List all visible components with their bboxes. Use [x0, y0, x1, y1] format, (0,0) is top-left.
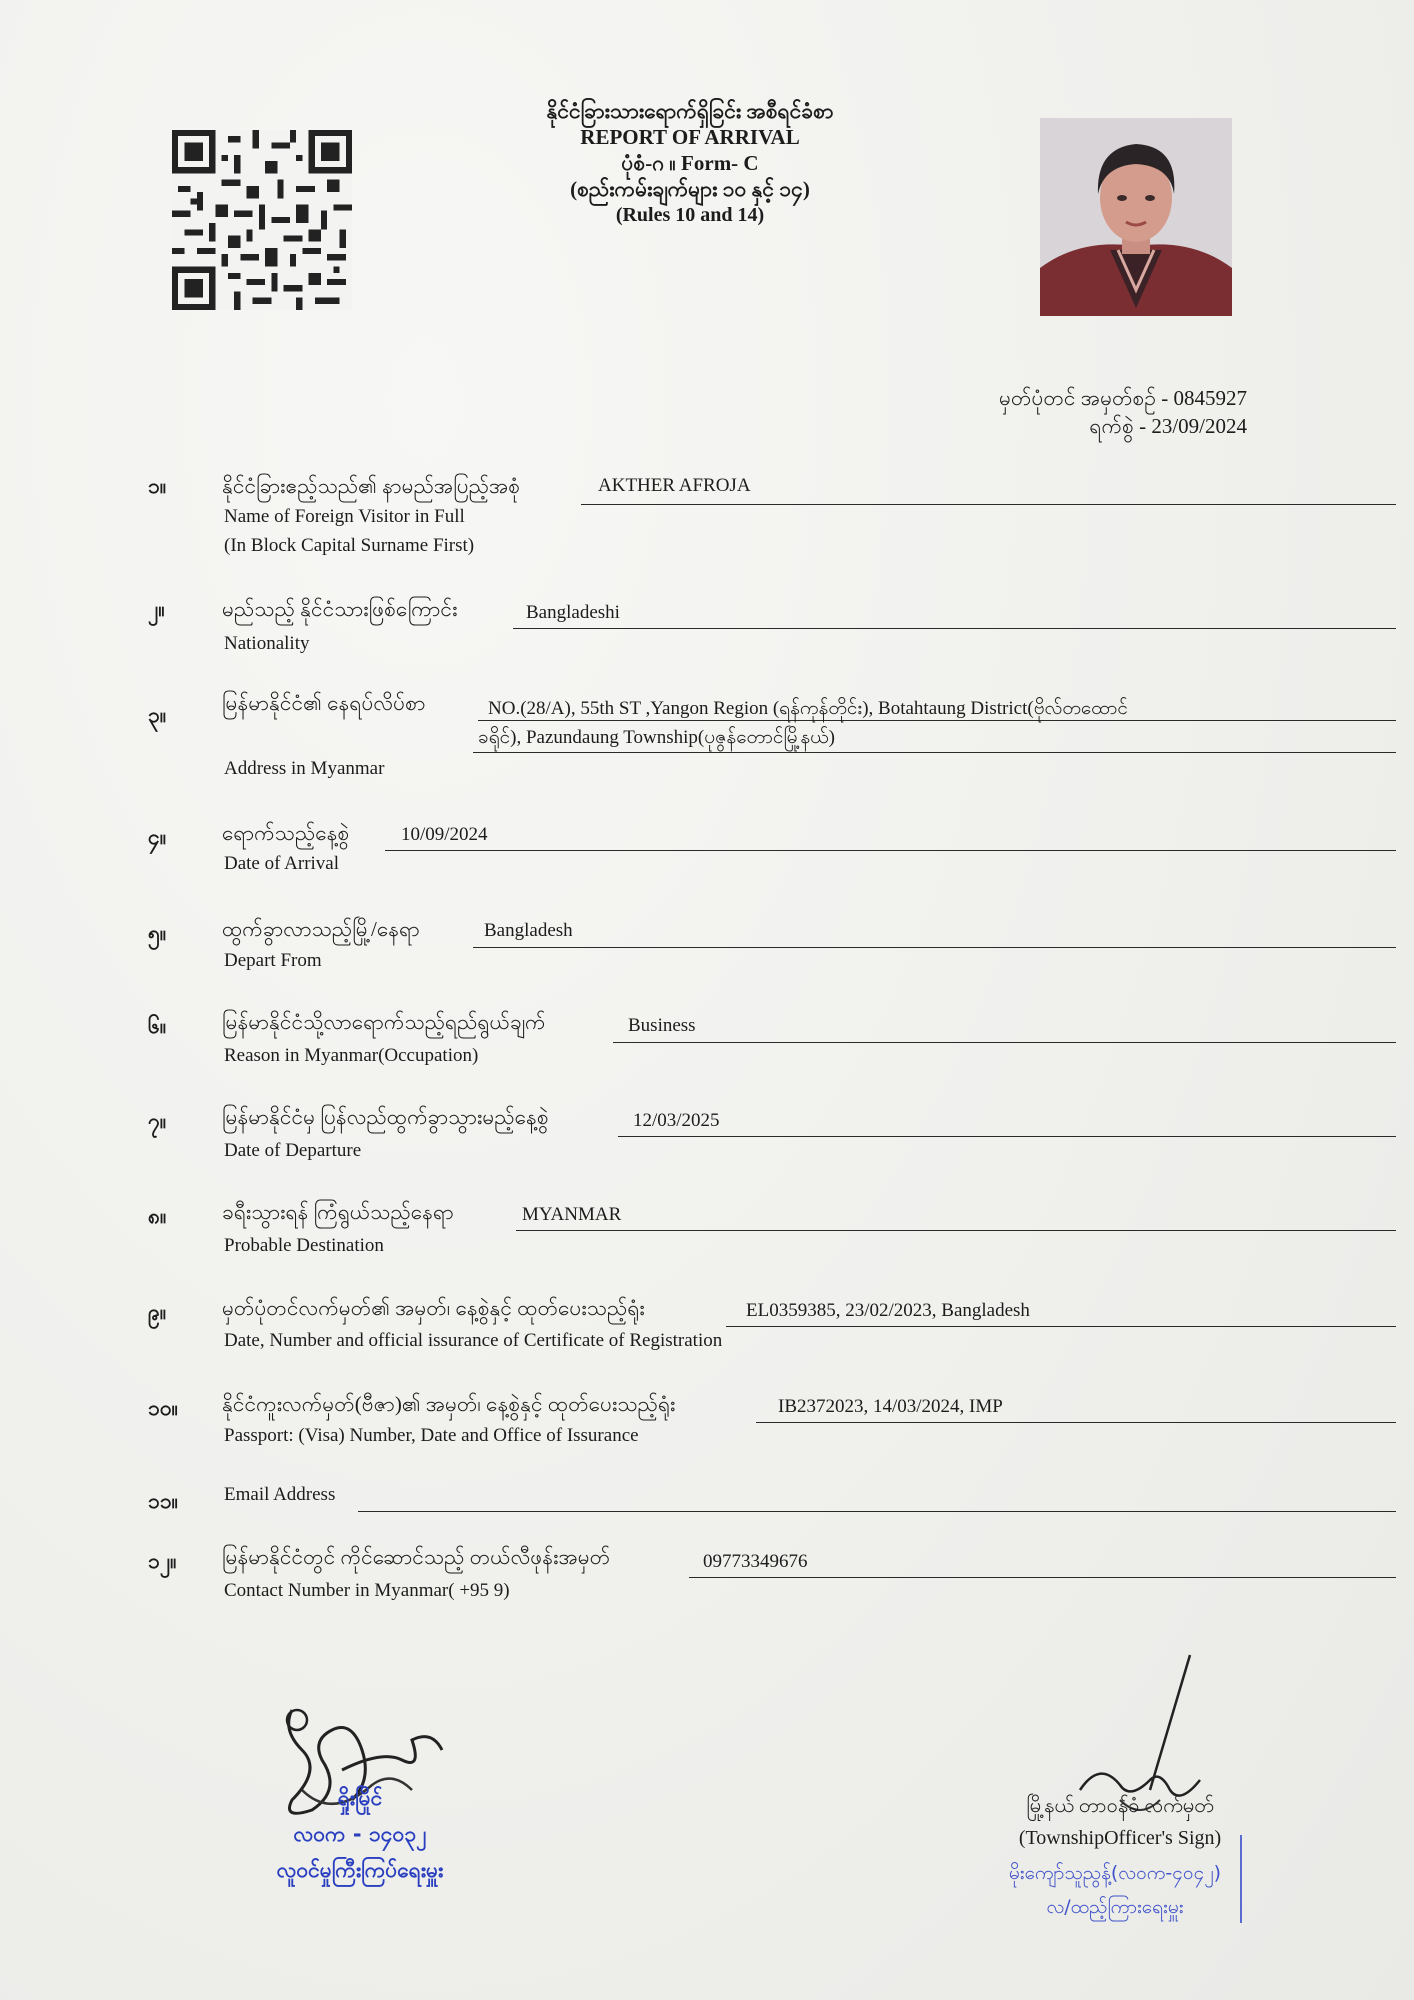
address-line-2: ခရိုင်), Pazundaung Township(ပုဇွန်တောင်မြို့နယ်)	[478, 727, 835, 748]
field-label: Name of Foreign Visitor in Full	[224, 506, 465, 527]
field-label: Date of Departure	[224, 1140, 362, 1161]
passport-value: IB2372023, 14/03/2024, IMP	[778, 1396, 1003, 1417]
form-header	[500, 98, 880, 228]
field-label-burmese: နိုင်ငံကူးလက်မှတ်(ဗီဇာ)၏ အမှတ်၊ နေ့စွဲနှင့် ထုတ်ပေးသည့်ရုံး	[222, 1392, 676, 1416]
applicant-photo	[1040, 118, 1232, 316]
field-label-note: (In Block Capital Surname First)	[224, 535, 475, 556]
township-officer-stamp	[970, 1856, 1260, 1924]
immigration-officer-stamp	[240, 1780, 480, 1888]
field-number: ၅။	[148, 921, 167, 945]
field-underline	[726, 1326, 1396, 1327]
field-label: Email Address	[224, 1484, 336, 1505]
rules-burmese: (စည်းကမ်းချက်များ ၁၀ နှင့် ၁၄)	[570, 177, 810, 201]
township-officer-block	[990, 1790, 1250, 1854]
registration-date: ရက်စွဲ - 23/09/2024	[1089, 414, 1247, 438]
field-underline	[581, 504, 1396, 505]
field-label-burmese: ရောက်သည့်နေ့စွဲ	[222, 821, 350, 845]
depart-from-value: Bangladesh	[484, 920, 573, 941]
field-label-burmese: မြန်မာနိုင်ငံတွင် ကိုင်ဆောင်သည့် တယ်လီဖုန်းအမှတ်	[222, 1545, 611, 1569]
field-underline	[385, 850, 1396, 851]
field-label: Date of Arrival	[224, 853, 340, 874]
field-label-burmese: မှတ်ပုံတင်လက်မှတ်၏ အမှတ်၊ နေ့စွဲနှင့် ထုတ်ပေးသည့်ရုံး	[222, 1296, 645, 1320]
officer-stamp-office: လ/ထည့်ကြားရေးမှူး	[1046, 1896, 1184, 1918]
contact-number-value: 09773349676	[703, 1551, 808, 1572]
field-underline	[756, 1422, 1396, 1423]
field-underline	[358, 1511, 1396, 1512]
field-label: Address in Myanmar	[224, 758, 385, 779]
form-title: REPORT OF ARRIVAL	[580, 125, 800, 149]
field-label-burmese: မြန်မာနိုင်ငံသို့လာရောက်သည့်ရည်ရွယ်ချက်	[222, 1010, 546, 1034]
field-number: ၃။	[148, 703, 167, 727]
field-label-burmese: ခရီးသွားရန် ကြံရွယ်သည့်နေရာ	[222, 1200, 454, 1224]
officer-label: (TownshipOfficer's Sign)	[1018, 1827, 1222, 1849]
field-underline	[513, 628, 1396, 629]
field-number: ၄။	[148, 825, 167, 849]
field-underline	[689, 1577, 1396, 1578]
form-code: ပုံစံ-ဂ ။ Form- C	[621, 151, 759, 175]
field-number: ၂။	[148, 597, 165, 621]
field-underline	[516, 1230, 1396, 1231]
field-label-burmese: ထွက်ခွာလာသည့်မြို့/နေရာ	[222, 917, 420, 941]
field-number: ၁၀။	[148, 1396, 178, 1420]
nationality-value: Bangladeshi	[526, 602, 620, 623]
field-label: Depart From	[224, 950, 322, 971]
field-label-burmese: နိုင်ငံခြားဧည့်သည်၏ နာမည်အပြည့်အစုံ	[222, 474, 521, 498]
field-number: ၁၂။	[148, 1549, 177, 1573]
field-label-burmese: မြန်မာနိုင်ငံမှ ပြန်လည်ထွက်ခွာသွားမည့်နေ့စွဲ	[222, 1105, 549, 1129]
stamp-border-line	[1240, 1835, 1242, 1923]
visitor-name-value: AKTHER AFROJA	[598, 475, 751, 496]
field-label: Nationality	[224, 633, 310, 654]
field-underline-2	[473, 752, 1396, 753]
departure-date-value: 12/03/2025	[633, 1110, 720, 1131]
officer-stamp-name: မိုးကျော်သူညွန့်(လဝက-၄၀၄၂)	[1008, 1862, 1222, 1884]
field-underline	[613, 1042, 1396, 1043]
field-label: Passport: (Visa) Number, Date and Office of Issurance	[224, 1425, 639, 1446]
stamp-officer-id: လဝက - ၁၄၀၃၂	[293, 1822, 427, 1846]
field-underline	[473, 947, 1396, 948]
reason-value: Business	[628, 1015, 696, 1036]
field-number: ၇။	[148, 1109, 167, 1133]
arrival-date-value: 10/09/2024	[401, 824, 488, 845]
address-value	[478, 694, 1403, 752]
officer-label-burmese: မြို့နယ် တာဝန်ခံ လက်မှတ်	[1026, 1795, 1214, 1817]
field-label-burmese: မည်သည့် နိုင်ငံသားဖြစ်ကြောင်း	[222, 597, 458, 621]
field-label: Date, Number and official issurance of Certificate of Registration	[224, 1330, 723, 1351]
registration-block	[999, 384, 1247, 440]
field-number: ၆။	[148, 1014, 167, 1038]
stamp-officer-office: လူဝင်မှုကြီးကြပ်ရေးမှူး	[276, 1858, 444, 1882]
field-number: ၉။	[148, 1300, 167, 1324]
field-label: Contact Number in Myanmar( +95 9)	[224, 1580, 510, 1601]
field-label: Probable Destination	[224, 1235, 384, 1256]
certificate-value: EL0359385, 23/02/2023, Bangladesh	[746, 1300, 1030, 1321]
stamp-officer-name: ရှိုးမြိုင်	[337, 1786, 383, 1810]
rules-reference: (Rules 10 and 14)	[615, 204, 765, 226]
qr-code	[172, 130, 352, 310]
form-title-burmese: နိုင်ငံခြားသားရောက်ရှိခြင်း အစီရင်ခံစာ	[546, 99, 834, 123]
field-number: ၈။	[148, 1204, 167, 1228]
field-underline	[618, 1136, 1396, 1137]
field-number: ၁၁။	[148, 1489, 178, 1513]
registration-number: မှတ်ပုံတင် အမှတ်စဉ် - 0845927	[999, 386, 1247, 410]
field-label-burmese: မြန်မာနိုင်ငံ၏ နေရပ်လိပ်စာ	[222, 691, 426, 715]
address-line-1: NO.(28/A), 55th ST ,Yangon Region (ရန်ကုန်တိုင်း), Botahtaung District(ဗိုလ်တထောင်	[488, 698, 1128, 719]
field-label: Reason in Myanmar(Occupation)	[224, 1045, 479, 1066]
field-number: ၁။	[148, 474, 167, 498]
destination-value: MYANMAR	[522, 1204, 622, 1225]
